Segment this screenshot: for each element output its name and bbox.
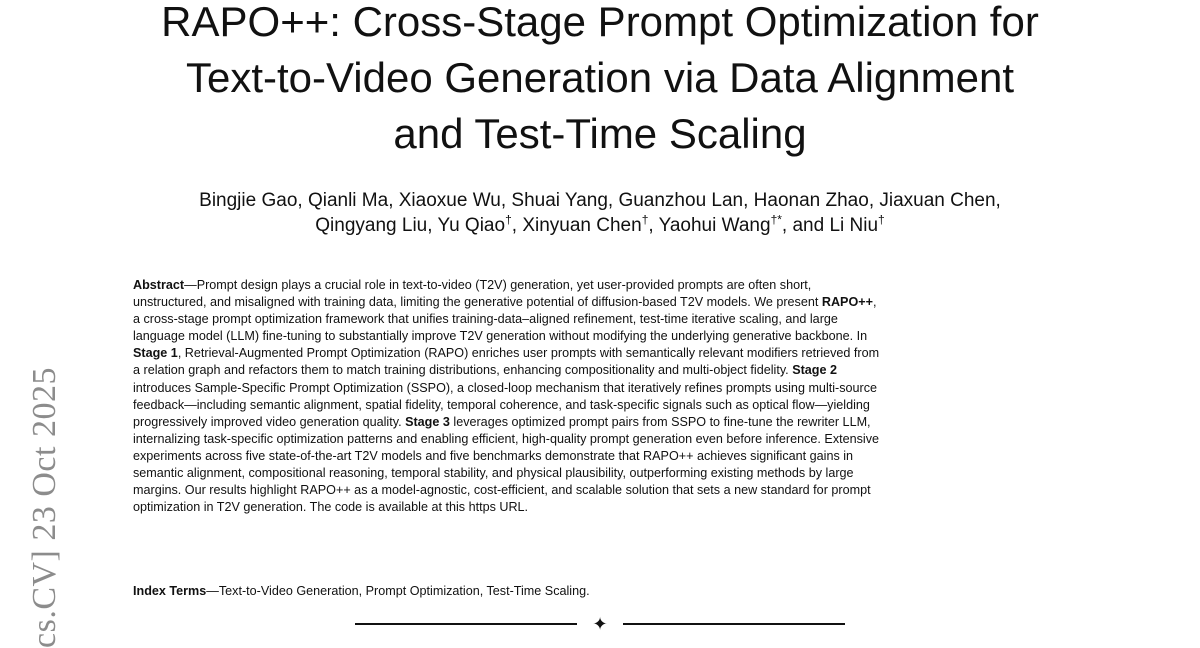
abstract-text: —Prompt design plays a crucial role in text-to-video (T2V) generation, yet user-provided prompts are often short, <box>184 278 812 292</box>
title-line: Text-to-Video Generation via Data Alignment <box>185 54 1015 101</box>
abstract-text: , Retrieval-Augmented Prompt Optimization (RAPO) enriches user prompts with semantically relevant modifiers retrieved from <box>177 346 880 361</box>
abstract-text: progressively improved video generation quality. <box>133 414 406 429</box>
method-name: RAPO++ <box>821 295 873 310</box>
arxiv-identifier-stamp: cs.CV] 23 Oct 2025 <box>26 367 63 648</box>
abstract-text: a relation graph and refactors them to match training distributions, enhancing compositionality and multi-object fidelity. <box>133 363 793 378</box>
author-names: , and Li Niu <box>781 215 879 236</box>
abstract-line: semantic alignment, compositional reasoning, temporal stability, and physical plausibility, outperforming existing methods by large <box>133 466 854 481</box>
four-point-star-icon: ✦ <box>592 614 608 634</box>
title-line: and Test-Time Scaling <box>393 110 807 157</box>
abstract-text: , <box>872 295 877 310</box>
corresponding-mark: † <box>505 212 512 227</box>
corresponding-mark: †* <box>770 212 782 227</box>
abstract-line: margins. Our results highlight RAPO++ as a model-agnostic, cost-efficient, and scalable solution that sets a new standard for prompt <box>133 483 871 498</box>
corresponding-mark: † <box>641 212 649 227</box>
title-line: RAPO++: Cross-Stage Prompt Optimization for <box>161 0 1039 45</box>
abstract-text: leverages optimized prompt pairs from SSPO to fine-tune the rewriter LLM, <box>449 414 871 429</box>
stage-label: Stage 2 <box>792 363 837 378</box>
abstract-line: optimization in T2V generation. The code is available at this https URL. <box>133 500 529 515</box>
divider-rule-right <box>623 623 845 625</box>
author-line <box>100 213 1100 238</box>
abstract-line: feedback—including semantic alignment, spatial fidelity, temporal coherence, and task-specific signals such as optical flow—yielding <box>133 397 870 412</box>
abstract-label: Abstract <box>133 278 185 292</box>
abstract <box>133 277 1063 516</box>
author-names: , Xinyuan Chen <box>511 215 642 236</box>
abstract-line <box>133 362 1063 379</box>
index-terms <box>133 583 590 600</box>
corresponding-mark: † <box>878 212 885 227</box>
paper-title <box>100 0 1100 162</box>
stage-label: Stage 1 <box>133 346 178 361</box>
stage-label: Stage 3 <box>405 414 450 429</box>
index-terms-text: —Text-to-Video Generation, Prompt Optimization, Test-Time Scaling. <box>206 584 590 598</box>
abstract-line <box>133 414 1063 431</box>
abstract-line <box>133 277 1063 294</box>
divider-rule-left <box>355 623 577 625</box>
section-divider <box>355 614 845 634</box>
abstract-line: internalizing task-specific optimization patterns and enabling efficient, high-quality prompt generation even before inference. Extensive <box>133 431 880 446</box>
abstract-line: a cross-stage prompt optimization framework that unifies training-data–aligned refinement, test-time iterative scaling, and large <box>133 312 838 327</box>
author-line: Bingjie Gao, Qianli Ma, Xiaoxue Wu, Shuai Yang, Guanzhou Lan, Haonan Zhao, Jiaxuan Chen, <box>199 190 1001 211</box>
author-names: , Yaohui Wang <box>648 215 771 236</box>
author-list <box>100 188 1100 238</box>
abstract-text: unstructured, and misaligned with training data, limiting the generative potential of diffusion-based T2V models. We present <box>133 295 822 310</box>
abstract-line: experiments across five state-of-the-art T2V models and five benchmarks demonstrate that RAPO++ achieves significant gains in <box>133 448 854 463</box>
index-terms-label: Index Terms <box>133 584 207 598</box>
author-names: Qingyang Liu, Yu Qiao <box>315 215 506 236</box>
abstract-line: language model (LLM) fine-tuning to substantially improve T2V generation without modifying the underlying generative backbone. In <box>133 329 868 344</box>
abstract-line <box>133 294 1063 311</box>
abstract-line: introduces Sample-Specific Prompt Optimization (SSPO), a closed-loop mechanism that iteratively refines prompts using multi-source <box>133 380 878 395</box>
abstract-line <box>133 345 1063 362</box>
